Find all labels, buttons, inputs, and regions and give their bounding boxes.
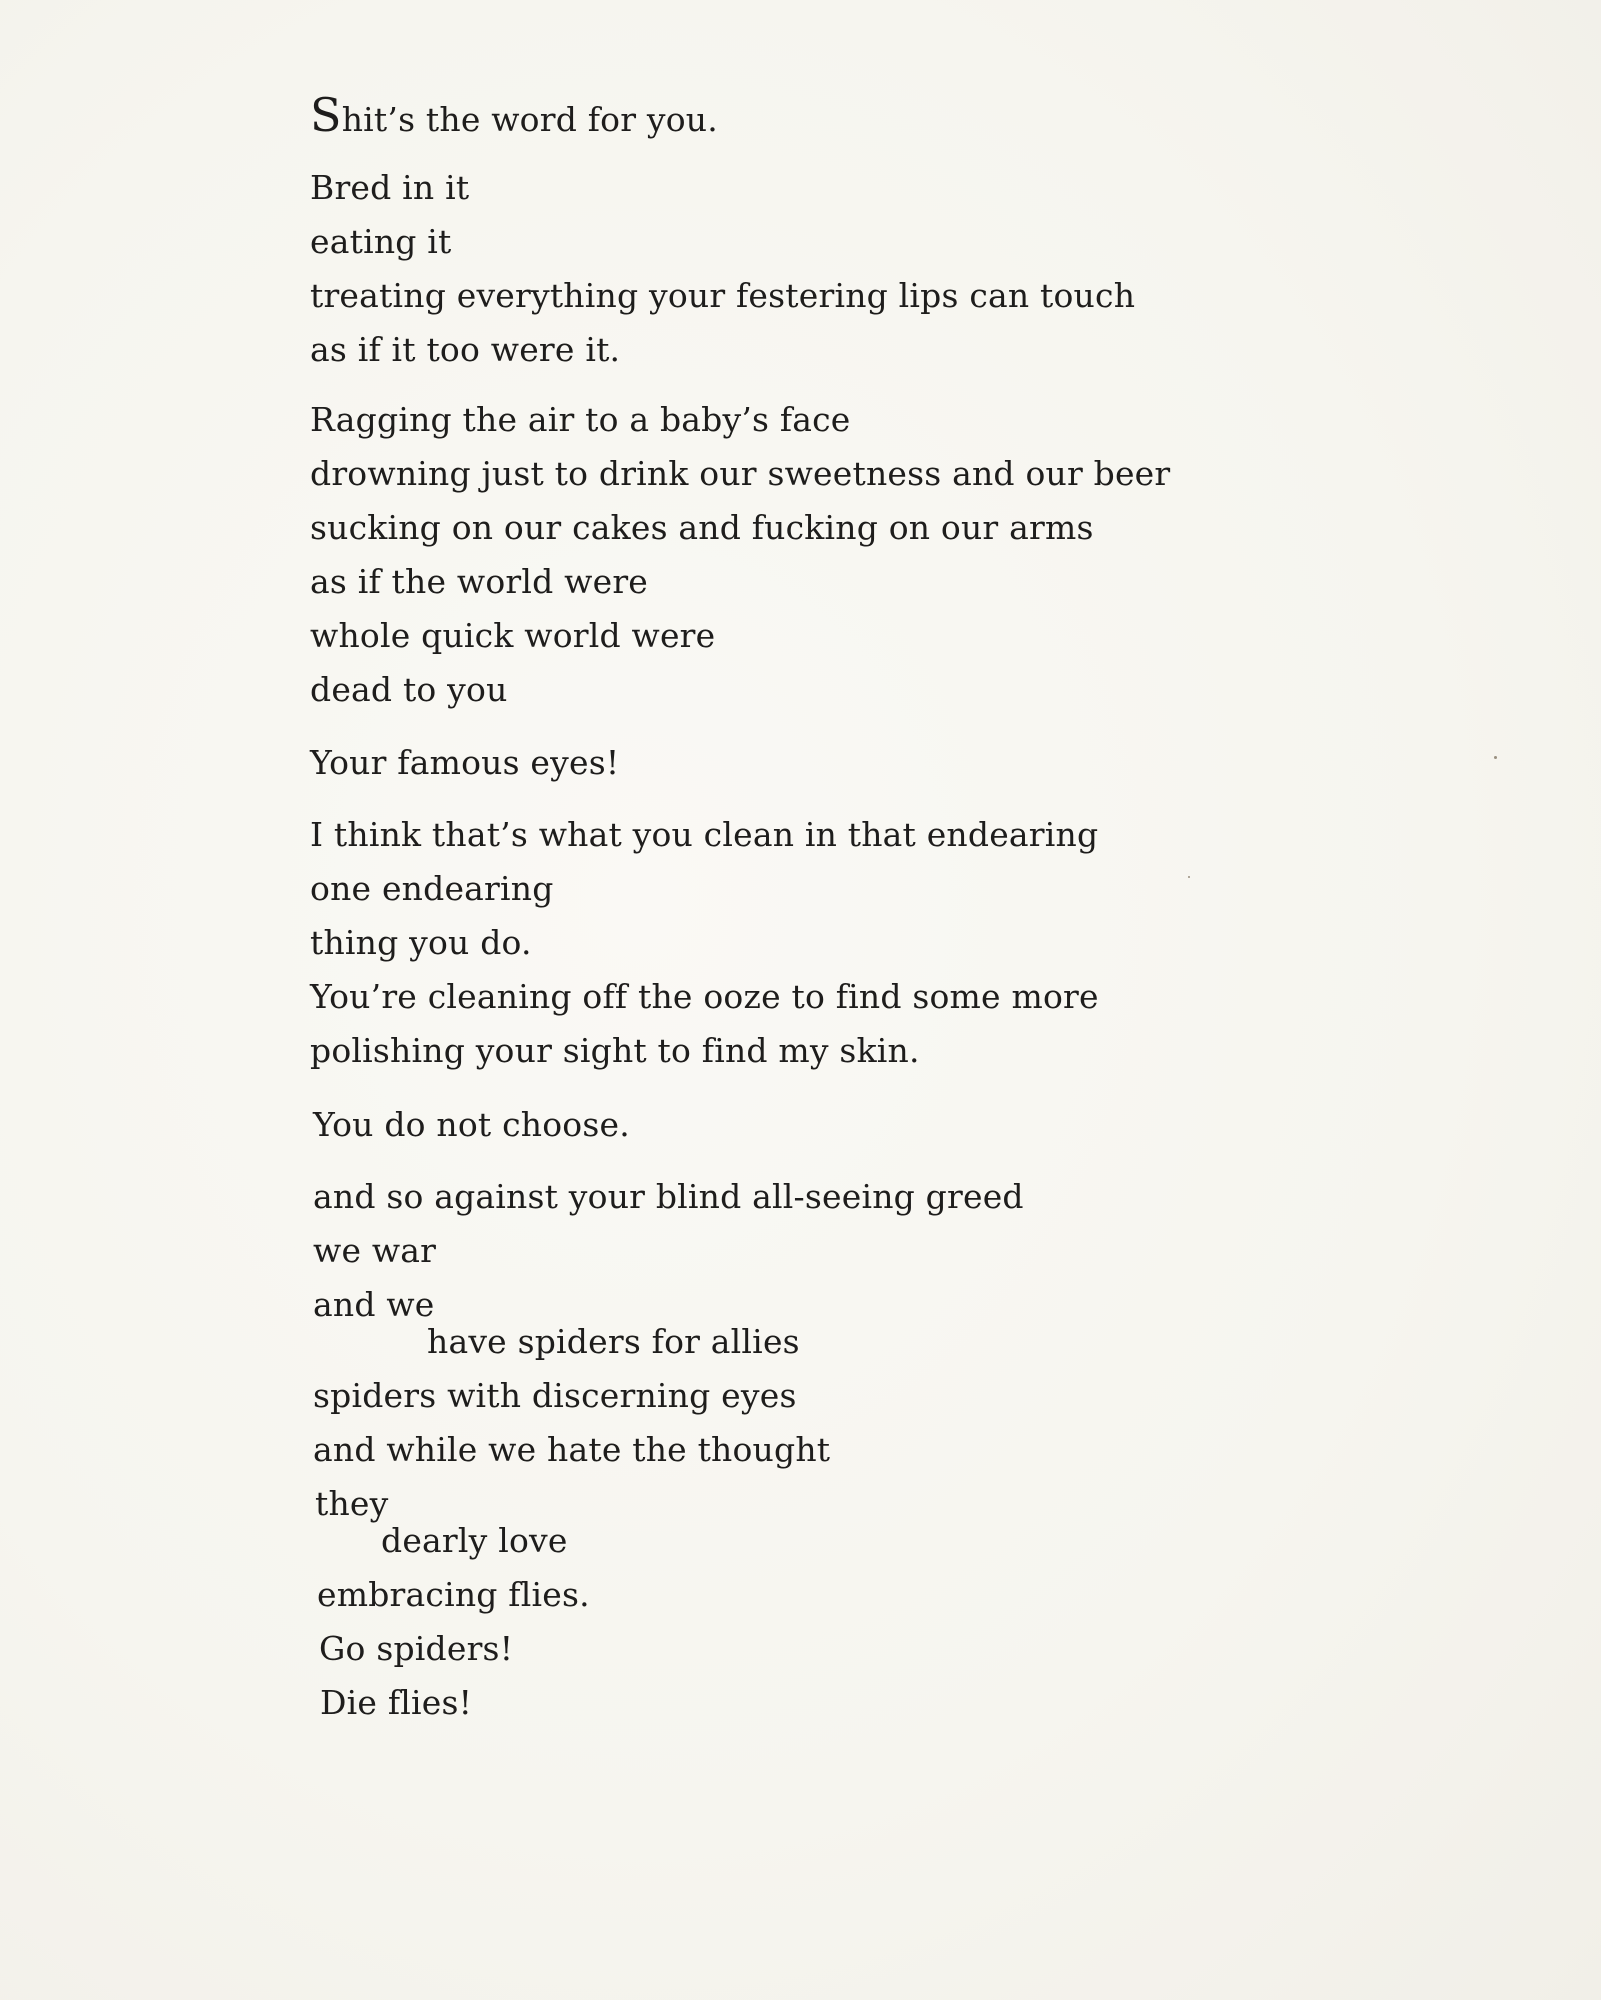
poem-line: whole quick world were (310, 616, 716, 655)
poem-line: one endearing (310, 869, 554, 908)
poem-line: thing you do. (310, 923, 532, 962)
paper-speck (1188, 876, 1190, 878)
first-line-text: hit’s the word for you. (341, 100, 718, 139)
poem-line: as if the world were (310, 562, 649, 601)
drop-cap-initial: S (310, 88, 342, 142)
poem-line: Die flies! (320, 1683, 473, 1722)
poem-line: You’re cleaning off the ooze to find some more (310, 977, 1099, 1016)
poem-line: I think that’s what you clean in that endearing (310, 815, 1099, 854)
poem-line: embracing flies. (317, 1575, 590, 1614)
poem-line: Bred in it (310, 168, 470, 207)
poem-line: and we (313, 1285, 435, 1324)
poem-line: treating everything your festering lips can touch (310, 276, 1136, 315)
poem-line: they (315, 1484, 389, 1523)
poem-line-indented: have spiders for allies (427, 1322, 800, 1361)
poem-line: we war (313, 1231, 437, 1270)
poem-line: Go spiders! (319, 1629, 514, 1668)
poem-line: You do not choose. (313, 1105, 630, 1144)
poem-line: Ragging the air to a baby’s face (310, 400, 851, 439)
poem-line: as if it too were it. (310, 330, 621, 369)
poem-line: and while we hate the thought (313, 1430, 831, 1469)
poem-line-first (310, 88, 718, 142)
poem-line: Your famous eyes! (310, 743, 620, 782)
poem-line: drowning just to drink our sweetness and our beer (310, 454, 1171, 493)
poem-line: sucking on our cakes and fucking on our arms (310, 508, 1094, 547)
poem-line: and so against your blind all-seeing greed (313, 1177, 1024, 1216)
poem-line: eating it (310, 222, 452, 261)
poem-line-indented: dearly love (381, 1521, 568, 1560)
poem-line: dead to you (310, 670, 508, 709)
paper-speck (1494, 756, 1497, 759)
poem-line: polishing your sight to find my skin. (310, 1031, 920, 1070)
poem-line: spiders with discerning eyes (313, 1376, 797, 1415)
